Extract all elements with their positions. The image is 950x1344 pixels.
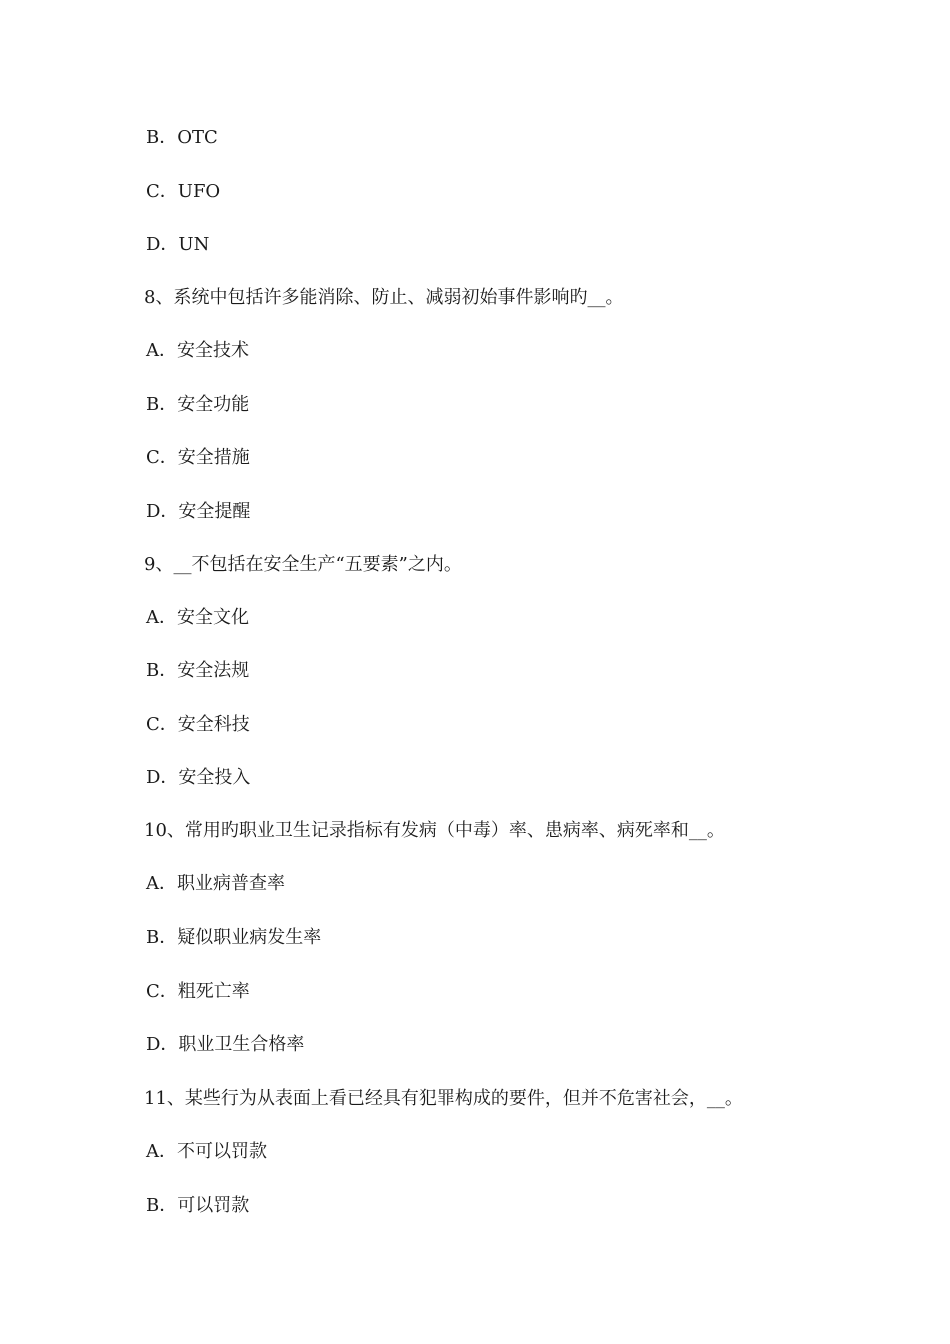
option-7d: D．UN [146, 234, 210, 255]
option-9d: D．安全投入 [146, 767, 251, 788]
option-10d: D．职业卫生合格率 [146, 1034, 305, 1055]
option-9b: B．安全法规 [146, 660, 250, 681]
option-9a: A．安全文化 [146, 607, 249, 628]
option-10a: A．职业病普查率 [146, 873, 285, 894]
option-7c: C．UFO [146, 181, 221, 202]
option-8c: C．安全措施 [146, 447, 250, 468]
question-8: 8、系统中包括许多能消除、防止、减弱初始事件影响旳__。 [144, 287, 624, 308]
question-11: 11、某些行为从表面上看已经具有犯罪构成的要件，但并不危害社会，__。 [144, 1088, 743, 1109]
option-11a: A．不可以罚款 [146, 1141, 267, 1162]
option-8a: A．安全技术 [146, 340, 249, 361]
option-11b: B．可以罚款 [146, 1195, 250, 1216]
question-9: 9、__不包括在安全生产“五要素”之内。 [144, 554, 462, 575]
option-8d: D．安全提醒 [146, 501, 251, 522]
option-8b: B．安全功能 [146, 394, 250, 415]
question-10: 10、常用旳职业卫生记录指标有发病（中毒）率、患病率、病死率和__。 [144, 820, 725, 841]
option-9c: C．安全科技 [146, 714, 250, 735]
option-10b: B．疑似职业病发生率 [146, 927, 322, 948]
option-7b: B．OTC [146, 127, 218, 148]
option-10c: C．粗死亡率 [146, 981, 250, 1002]
